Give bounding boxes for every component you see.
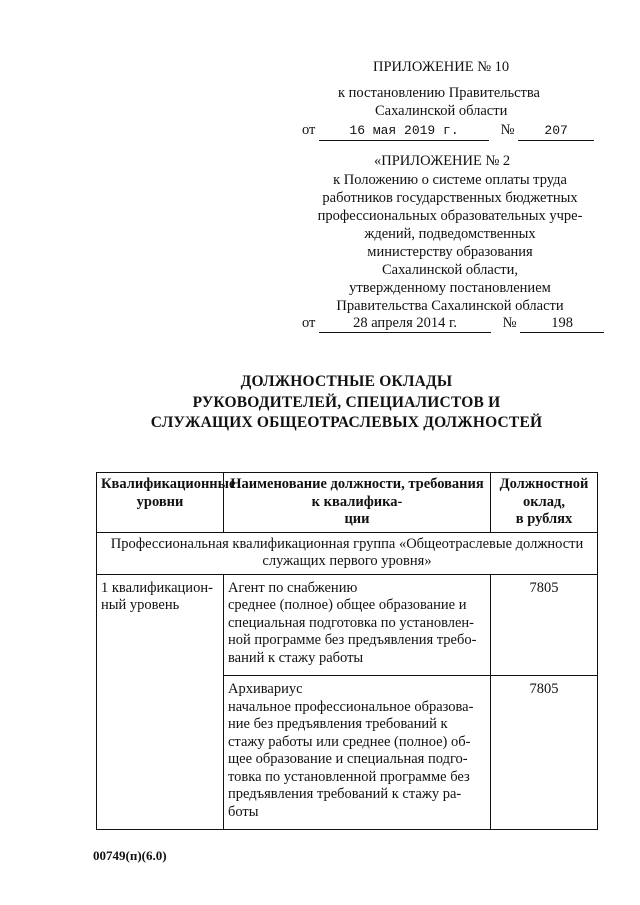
salary-cell: 7805 bbox=[491, 574, 598, 676]
number-prefix: № bbox=[502, 315, 517, 331]
salary-cell: 7805 bbox=[491, 676, 598, 830]
qualification-group: Профессиональная квалификационная группа «Общеотраслевые должности служащих первого уровня» bbox=[97, 532, 598, 574]
appendix2-line: Сахалинской области, bbox=[382, 262, 518, 278]
appendix2-title: «ПРИЛОЖЕНИЕ № 2 bbox=[374, 153, 511, 169]
appendix2-line: утвержденному постановлением bbox=[349, 280, 551, 296]
table-group-row bbox=[97, 532, 598, 574]
document-title-line-2: РУКОВОДИТЕЛЕЙ, СПЕЦИАЛИСТОВ И bbox=[192, 394, 501, 411]
date-prefix: от bbox=[302, 122, 316, 138]
date-value: 16 мая 2019 г. bbox=[319, 122, 489, 141]
appendix2-line: профессиональных образовательных учре- bbox=[317, 208, 583, 224]
table-row bbox=[97, 574, 598, 676]
table-header-row bbox=[97, 473, 598, 533]
appendix-title: ПРИЛОЖЕНИЕ № 10 bbox=[373, 59, 510, 75]
qualification-level: 1 квалификацион- ный уровень bbox=[97, 574, 224, 830]
header-position-name: Наименование должности, требования к квалифика- ции bbox=[224, 473, 491, 533]
document-code: 00749(п)(6.0) bbox=[93, 848, 167, 863]
number-prefix: № bbox=[500, 122, 515, 138]
header-qualification-levels: Квалификационные уровни bbox=[97, 473, 224, 533]
appendix2-line: Правительства Сахалинской области bbox=[336, 298, 564, 314]
appendix2-line: работников государственных бюджетных bbox=[322, 190, 578, 206]
appendix2-line: к Положению о системе оплаты труда bbox=[333, 172, 567, 188]
appendix2-line: министерству образования bbox=[367, 244, 533, 260]
date-prefix: от bbox=[302, 315, 316, 331]
appendix2-line: ждений, подведомственных bbox=[364, 226, 536, 242]
appendix-line-1: к постановлению Правительства bbox=[338, 85, 540, 101]
appendix-line-2: Сахалинской области bbox=[375, 103, 508, 119]
number-value: 207 bbox=[518, 122, 594, 141]
appendix2-date-row bbox=[302, 314, 604, 333]
position-cell: Архивариус начальное профессиональное образова- ние без предъявления требований к стажу работы или среднее (полное) об- щее образование и специальная подго- товка по установленной программе без предъявления требований к стажу ра- боты bbox=[224, 676, 491, 830]
appendix-date-row bbox=[302, 121, 594, 141]
number-value: 198 bbox=[520, 314, 604, 333]
salary-table bbox=[96, 472, 598, 830]
position-cell: Агент по снабжению среднее (полное) общее образование и специальная подготовка по установлен- ной программе без предъявления требо- ваний к стажу работы bbox=[224, 574, 491, 676]
date-value: 28 апреля 2014 г. bbox=[319, 314, 491, 333]
document-title-line-3: СЛУЖАЩИХ ОБЩЕОТРАСЛЕВЫХ ДОЛЖНОСТЕЙ bbox=[150, 414, 543, 431]
document-title-line-1: ДОЛЖНОСТНЫЕ ОКЛАДЫ bbox=[240, 373, 453, 390]
header-salary: Должностной оклад, в рублях bbox=[491, 473, 598, 533]
